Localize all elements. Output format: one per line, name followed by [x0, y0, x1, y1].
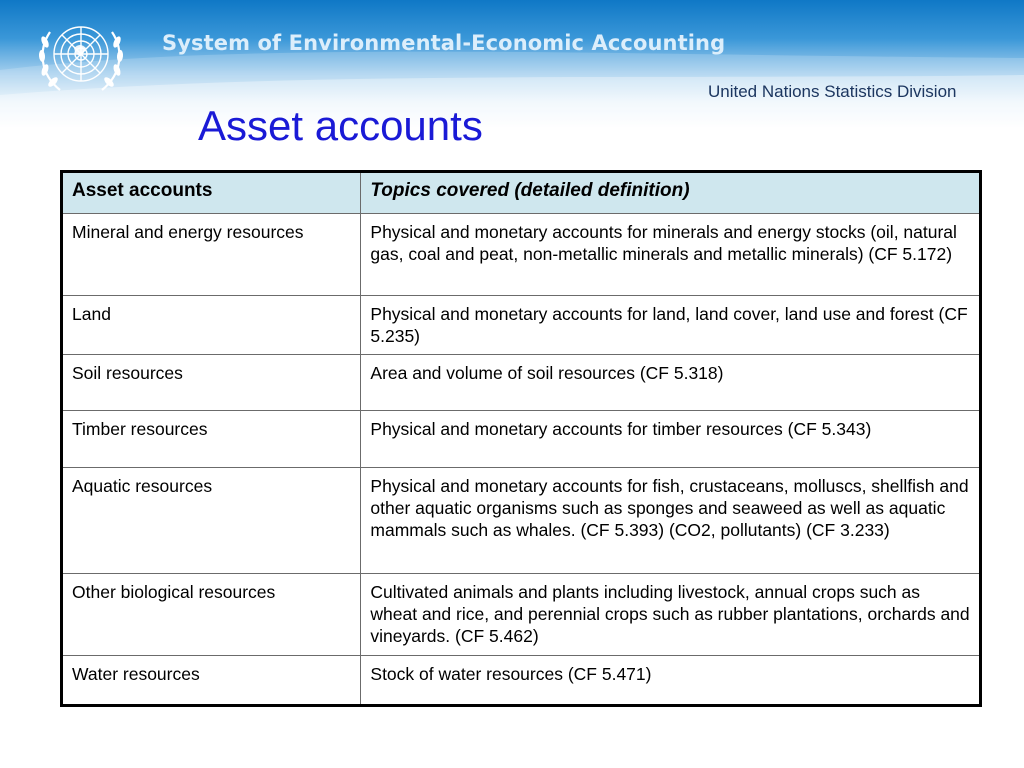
page-title: Asset accounts: [198, 102, 483, 149]
table-header-row: [62, 172, 981, 214]
topics-cell: Stock of water resources (CF 5.471): [361, 656, 981, 706]
asset-cell: Land: [62, 296, 361, 355]
asset-cell: Mineral and energy resources: [62, 214, 361, 296]
table-row: [62, 574, 981, 656]
topics-cell: Area and volume of soil resources (CF 5.318): [361, 355, 981, 411]
topics-cell: Physical and monetary accounts for timber resources (CF 5.343): [361, 411, 981, 468]
asset-cell: Other biological resources: [62, 574, 361, 656]
table-row: [62, 656, 981, 706]
asset-cell: Aquatic resources: [62, 468, 361, 574]
asset-cell: Soil resources: [62, 355, 361, 411]
column-header-asset-accounts: Asset accounts: [62, 172, 361, 214]
table-row: [62, 214, 981, 296]
header-banner: [0, 0, 1024, 128]
topics-cell: Physical and monetary accounts for fish, crustaceans, molluscs, shellfish and other aquatic organisms such as sponges and seaweed as well as aquatic mammals such as whales. (CF 5.393) (CO2, pollutants) (CF 3.233): [361, 468, 981, 574]
topics-cell: Physical and monetary accounts for land, land cover, land use and forest (CF 5.235): [361, 296, 981, 355]
header-title: System of Environmental-Economic Accounting: [162, 31, 726, 55]
un-emblem-icon: [30, 12, 132, 100]
table-row: [62, 355, 981, 411]
topics-cell: Cultivated animals and plants including livestock, annual crops such as wheat and rice, and perennial crops such as rubber plantations, orchards and vineyards. (CF 5.462): [361, 574, 981, 656]
header-organization: United Nations Statistics Division: [708, 82, 957, 101]
banner-swoosh-decoration: [0, 0, 1024, 128]
asset-cell: Timber resources: [62, 411, 361, 468]
table-row: [62, 411, 981, 468]
table-row: [62, 468, 981, 574]
asset-accounts-table: [60, 170, 982, 707]
column-header-topics: Topics covered (detailed definition): [361, 172, 981, 214]
table-row: [62, 296, 981, 355]
asset-cell: Water resources: [62, 656, 361, 706]
topics-cell: Physical and monetary accounts for minerals and energy stocks (oil, natural gas, coal and peat, non-metallic minerals and metallic minerals) (CF 5.172): [361, 214, 981, 296]
